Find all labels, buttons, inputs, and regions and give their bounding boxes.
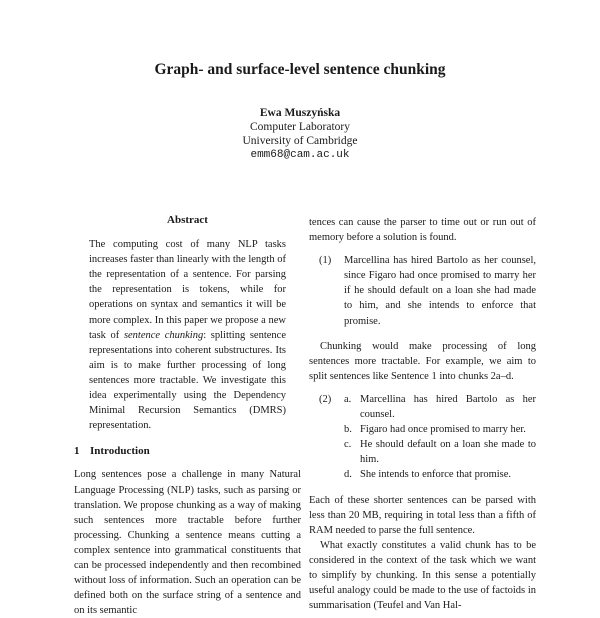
author-email: emm68@cam.ac.uk <box>250 149 350 161</box>
paragraph-chunking: Chunking would make processing of long sentences more tractable. For example, we aim to split sentences like Sentence 1 into chunks 2a–d. <box>309 340 536 382</box>
example-2-item-text: Marcellina has hired Bartolo as her counsel. <box>360 393 536 421</box>
example-1-text: Marcellina has hired Bartolo as her counsel, since Figaro had once promised to marry her if he should default on a loan she had made to him, and she intends to enforce that promise. <box>344 255 536 327</box>
example-2-item-text: He should default on a loan she made to him. <box>360 439 536 466</box>
abstract-heading: Abstract <box>167 214 208 226</box>
example-2-item-letter: b. <box>344 424 352 436</box>
author-affiliation-lab: Computer Laboratory <box>250 121 350 133</box>
introduction-paragraph: Long sentences pose a challenge in many Natural Language Processing (NLP) tasks, such as parsing or translation. We propose chunking as a way of making such sentences more tractable before further processing. Chunking a sentence means cutting a complex sentence into grammatical constituents that can be processed independently and then recombined without loss of information. Such an operation can be defined both on the surface string of a sentence and on its semantic <box>74 469 301 617</box>
example-2-item <box>344 392 536 422</box>
section-number: 1 <box>74 445 80 458</box>
paragraph-valid-chunk: What exactly constitutes a valid chunk has to be considered in the context of the task which we want to simplify by chunking. In this sense a potentially useful analogy could be made to the use of factoids in summarisation (Teufel and Van Hal- <box>309 539 536 612</box>
right-column <box>309 215 536 613</box>
example-2-item-letter: c. <box>344 439 352 451</box>
example-2-item-letter: a. <box>344 393 352 405</box>
example-2-item-letter: d. <box>344 469 352 481</box>
example-1 <box>309 253 536 328</box>
example-2-item-text: She intends to enforce that promise. <box>360 469 512 481</box>
author-block <box>0 106 600 162</box>
abstract-term-emphasis: sentence chunking <box>123 329 204 341</box>
example-2-item-text: Figaro had once promised to marry her. <box>360 424 526 436</box>
paper-title: Graph- and surface-level sentence chunking <box>154 61 446 78</box>
example-2-item <box>344 467 536 482</box>
abstract-text-part1: The computing cost of many NLP tasks increases faster than linearly with the length of the representation of a sentence. For parsing the representation is tokens, while for operations on syntax and semantics it will be more complex. In this paper we propose a new task of <box>89 239 286 341</box>
left-column <box>74 213 301 618</box>
section-title: Introduction <box>90 445 150 458</box>
abstract-text-part2: : splitting sentence representations into coherent substructures. Its aim is to make further processing of long sentences more tractable. We investigate this idea experimentally using the Dependency Minimal Recursion Semantics (DMRS) representation. <box>89 329 286 432</box>
author-affiliation-university: University of Cambridge <box>242 135 358 147</box>
author-name: Ewa Muszyńska <box>259 107 341 119</box>
abstract-text <box>89 237 286 433</box>
example-1-number: (1) <box>319 255 332 267</box>
example-2 <box>309 392 536 483</box>
example-2-item <box>344 422 536 437</box>
paragraph-continuation: tences can cause the parser to time out or run out of memory before a solution is found. <box>309 217 536 244</box>
example-2-item <box>344 437 536 467</box>
paragraph-parsing-memory: Each of these shorter sentences can be parsed with less than 20 MB, requiring in total less than a fifth of RAM needed to parse the full sentence. <box>309 494 536 536</box>
section-heading-introduction <box>74 444 301 459</box>
example-2-number: (2) <box>319 393 332 405</box>
example-2-items <box>344 392 536 483</box>
